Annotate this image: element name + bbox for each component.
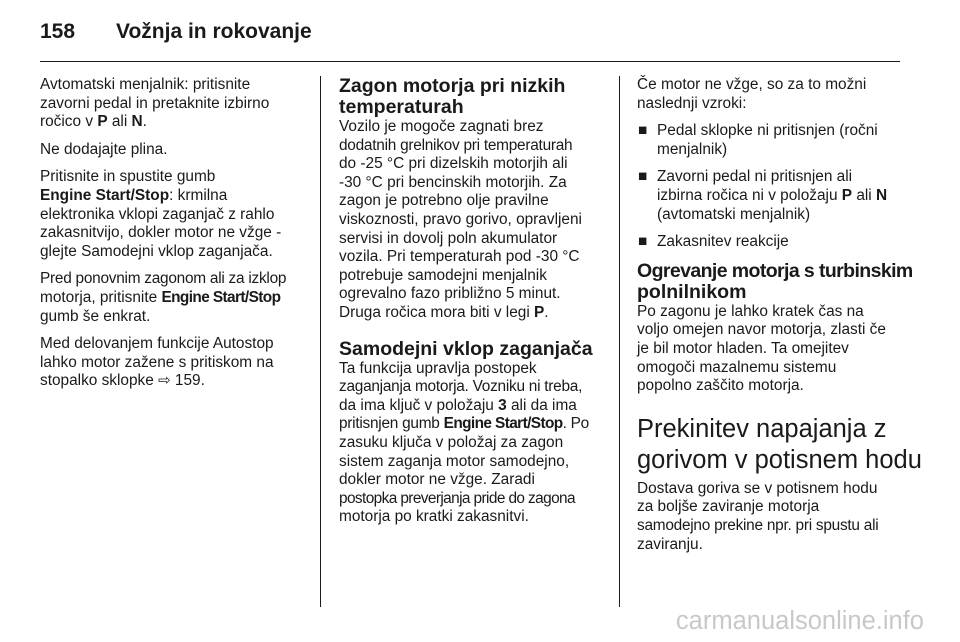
watermark: carmanualsonline.info bbox=[675, 607, 924, 635]
list-item: ■ Zavorni pedal ni pritisnjen ali izbirna ročica ni v položaju P ali N (avtomatski menjalnik) bbox=[638, 168, 888, 223]
square-bullet-icon: ■ bbox=[638, 233, 648, 251]
list-item: ■ Zakasnitev reakcije bbox=[638, 233, 789, 251]
column-divider-1 bbox=[320, 76, 321, 607]
paragraph: Ta funkcija upravlja postopek zaganjanja motorja. Vozniku ni treba, da ima ključ v položaju 3 ali da ima pritisnjen gumb Engine Start/Stop. Po zasuku ključa v položaj za zagon sistem zaganja motor samodejno, dokler motor ne vžge. Zaradi postopka preverjanja pride do zagona motorja po kratki zakasnitvi. bbox=[339, 359, 589, 526]
square-bullet-icon: ■ bbox=[638, 122, 648, 140]
page-reference-arrow-icon: ⇨ bbox=[158, 372, 171, 390]
paragraph: Avtomatski menjalnik: pritisnite zavorni pedal in pretaknite izbirno ročico v P ali N. bbox=[40, 76, 270, 131]
page-number: 158 bbox=[40, 20, 76, 43]
column-2 bbox=[339, 76, 605, 536]
cause-list bbox=[637, 122, 903, 252]
header-rule bbox=[40, 61, 900, 62]
chapter-heading: Prekinitev napajanja z gorivom v potisnem hodu bbox=[637, 414, 922, 474]
paragraph: Med delovanjem funkcije Autostop lahko motor zažene s pritiskom na stopalko sklopke ⇨ 159. bbox=[40, 335, 274, 390]
paragraph: Vozilo je mogoče zagnati brez dodatnih grelnikov pri temperaturah do -25 °C pri dizelskih motorjih ali -30 °C pri bencinskih motorjih. Za zagon je potrebno olje pravilne viskoznosti, pravo gorivo, opravljeni servisi in dovolj poln akumulator vozila. Pri temperaturah pod -30 °C potrebuje samodejni menjalnik ogrevalno fazo približno 5 minut. Druga ročica mora biti v legi P. bbox=[339, 118, 582, 321]
paragraph: Ne dodajajte plina. bbox=[40, 140, 168, 158]
column-3 bbox=[637, 76, 922, 563]
column-divider-2 bbox=[619, 76, 620, 607]
list-item: ■ Pedal sklopke ni pritisnjen (ročni menjalnik) bbox=[638, 122, 878, 158]
paragraph: Po zagonu je lahko kratek čas na voljo omejen navor motorja, zlasti če je bil motor hladen. Ta omejitev omogoči mazalnemu sistemu popolno zaščito motorja. bbox=[637, 302, 886, 395]
page-title: Vožnja in rokovanje bbox=[116, 20, 312, 43]
paragraph: Če motor ne vžge, so za to možni naslednji vzroki: bbox=[637, 76, 867, 112]
column-1 bbox=[40, 76, 306, 400]
paragraph: Pred ponovnim zagonom ali za izklop motorja, pritisnite Engine Start/Stop gumb še enkrat. bbox=[40, 270, 287, 325]
paragraph: Dostava goriva se v potisnem hodu za boljše zaviranje motorja samodejno prekine npr. pri spustu ali zaviranju. bbox=[637, 479, 879, 553]
square-bullet-icon: ■ bbox=[638, 168, 648, 186]
section-heading: Samodejni vklop zaganjača bbox=[339, 337, 593, 360]
paragraph: Pritisnite in spustite gumb Engine Start/Stop: krmilna elektronika vklopi zaganjač z rahlo zakasnitvijo, dokler motor ne vžge - glejte Samodejni vklop zaganjača. bbox=[40, 168, 282, 260]
page-reference-link[interactable]: 159. bbox=[174, 372, 205, 390]
section-heading: Ogrevanje motorja s turbinskim polnilnikom bbox=[637, 259, 913, 303]
section-heading: Zagon motorja pri nizkih temperaturah bbox=[339, 75, 566, 118]
